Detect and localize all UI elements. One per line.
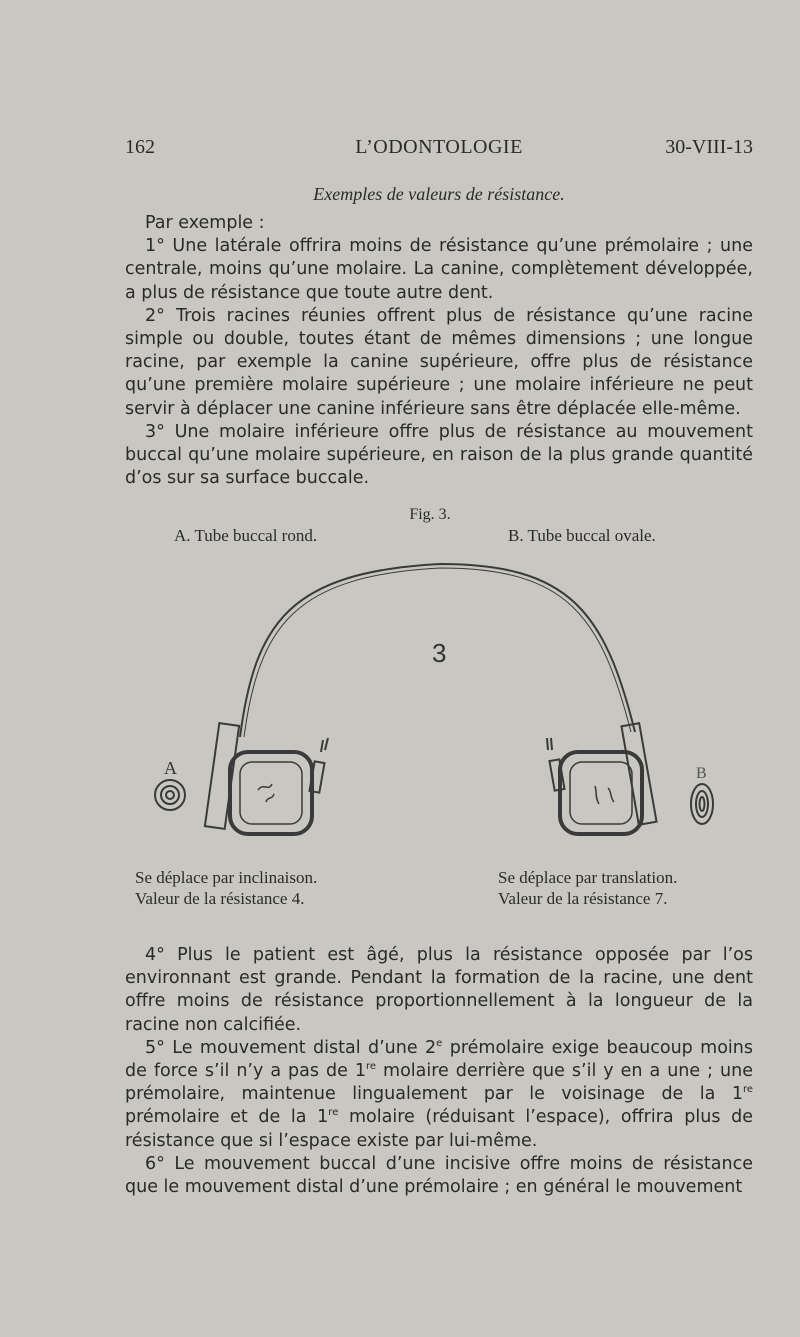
body-text-bottom xyxy=(125,944,753,1199)
marker-a: A xyxy=(164,758,177,778)
p5-part-d: prémolaire et de la 1 xyxy=(125,1107,329,1128)
p5-sup-2: re xyxy=(365,1061,377,1073)
figure-3-illustration xyxy=(140,552,740,852)
figure-caption-a: A. Tube buccal rond. xyxy=(174,526,318,545)
journal-title: L’ODONTOLOGIE xyxy=(355,136,523,158)
paragraph-2: 2° Trois racines réunies offrent plus de résistance qu’une racine simple ou double, toutes étant de mêmes dimensions ; une longue racine, par exemple la canine supérieure, offre plus de résistance qu’une première molaire supérieure ; une molaire inférieure ne peut servir à déplacer une canine inférieure sans être déplacée elle-même. xyxy=(125,305,753,419)
body-text-top xyxy=(125,212,753,490)
p5-sup-3: re xyxy=(742,1084,753,1096)
p5-sup-4: re xyxy=(328,1107,339,1119)
figure-subcaption-right: Se déplace par translation. Valeur de la résistance 7. xyxy=(498,868,678,908)
figure-subcaption-left: Se déplace par inclinaison. Valeur de la résistance 4. xyxy=(135,868,318,908)
marker-b: B xyxy=(696,765,707,782)
p5-part-a: 5° Le mouvement distal d’une 2 xyxy=(145,1037,437,1058)
right-tooth-band xyxy=(560,752,642,834)
page-number: 162 xyxy=(125,136,155,158)
section-title: Exemples de valeurs de résistance. xyxy=(313,184,565,204)
intro-paragraph: Par exemple : xyxy=(145,213,265,233)
round-tube-icon xyxy=(155,780,185,810)
p5-part-e: molaire (réduisant l’espace), offrira plus de résistance que si l’espace existe par lui-même. xyxy=(125,1107,753,1151)
p5-part-c: molaire derrière que s’il y en a une ; une prémolaire, maintenue lingualement par le voisinage de la 1 xyxy=(125,1061,753,1105)
p5-sup-1: e xyxy=(436,1037,443,1049)
paragraph-3: 3° Une molaire inférieure offre plus de résistance au mouvement buccal qu’une molaire supérieure, en raison de la plus grande quantité d’os sur sa surface buccale. xyxy=(125,421,753,489)
right-buccal-tube xyxy=(621,723,656,825)
left-buccal-tube xyxy=(205,723,239,829)
paragraph-4: 4° Plus le patient est âgé, plus la résistance opposée par l’os environnant est grande. Pendant la formation de la racine, une dent offre moins de résistance proportionnellement à la longueur de la racine non calcifiée. xyxy=(125,945,753,1035)
left-tooth-band xyxy=(230,752,312,834)
figure-label: Fig. 3. xyxy=(409,506,451,523)
running-header xyxy=(125,136,753,160)
p5-part-b: prémolaire exige beaucoup moins de force s’il n’y a pas de 1 xyxy=(125,1037,753,1082)
arch-number: 3 xyxy=(432,638,447,668)
paragraph-6: 6° Le mouvement buccal d’une incisive offre moins de résistance que le mouvement distal d’une prémolaire ; en général le mouvement xyxy=(125,1153,753,1198)
paragraph-1: 1° Une latérale offrira moins de résistance qu’une prémolaire ; une centrale, moins qu’une molaire. La canine, complètement développée, a plus de résistance que toute autre dent. xyxy=(125,236,753,303)
issue-date: 30-VIII-13 xyxy=(665,136,753,158)
figure-caption-b: B. Tube buccal ovale. xyxy=(508,526,656,545)
paragraph-5 xyxy=(125,1037,753,1153)
